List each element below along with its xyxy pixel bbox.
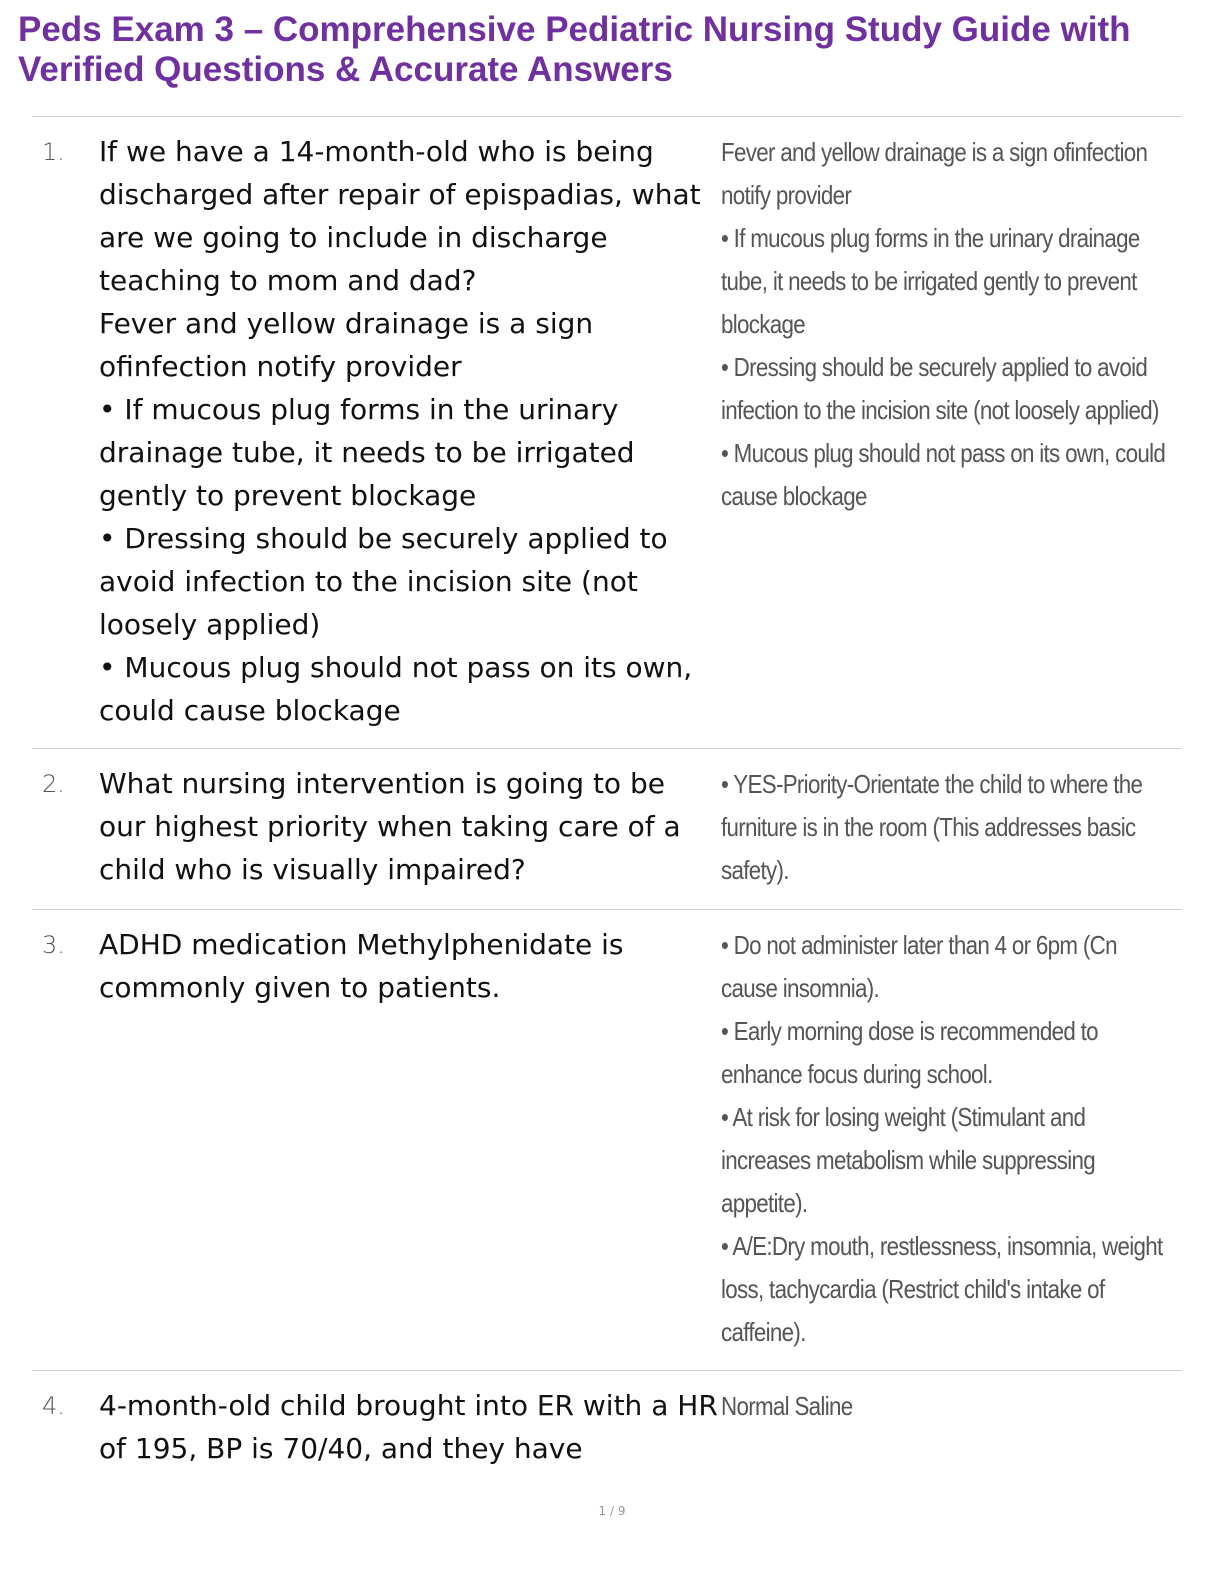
- answer-line: • Dressing should be securely applied to avoid infection to the incision site (not loosely applied): [721, 352, 1159, 425]
- answer-text: [721, 1385, 1177, 1428]
- item-number: 3.: [42, 931, 65, 959]
- document-title: Peds Exam 3 – Comprehensive Pediatric Nursing Study Guide with Verified Questions & Accurate Answers: [18, 10, 1131, 89]
- question-text: [99, 1384, 719, 1470]
- question-text: [99, 762, 719, 891]
- item-number: 1.: [42, 138, 65, 166]
- question-line: ADHD medication Methylphenidate is commonly given to patients.: [99, 928, 624, 1004]
- qa-item-2: [32, 749, 1182, 910]
- answer-text: [721, 924, 1177, 1354]
- answer-line: • At risk for losing weight (Stimulant and increases metabolism while suppressing appetite).: [721, 1102, 1096, 1218]
- answer-line: • A/E:Dry mouth, restlessness, insomnia, weight loss, tachycardia (Restrict child's intake of caffeine).: [721, 1231, 1163, 1347]
- question-line: • Dressing should be securely applied to avoid infection to the incision site (not loosely applied): [99, 522, 668, 641]
- item-number: 4.: [42, 1392, 65, 1420]
- question-line: If we have a 14-month-old who is being discharged after repair of epispadias, what are we going to include in discharge teaching to mom and dad?: [99, 135, 701, 297]
- answer-text: [721, 763, 1177, 892]
- answer-line: • Do not administer later than 4 or 6pm (Cn cause insomnia).: [721, 930, 1117, 1003]
- answer-line: Fever and yellow drainage is a sign ofinfection notify provider: [721, 137, 1148, 210]
- answer-line: • Early morning dose is recommended to enhance focus during school.: [721, 1016, 1098, 1089]
- question-text: [99, 923, 719, 1009]
- answer-line: Normal Saline: [721, 1391, 853, 1421]
- question-line: Fever and yellow drainage is a sign ofinfection notify provider: [99, 307, 594, 383]
- qa-item-4: [32, 1371, 1182, 1481]
- question-line: What nursing intervention is going to be our highest priority when taking care of a child who is visually impaired?: [99, 767, 681, 886]
- qa-item-1: [32, 117, 1182, 749]
- answer-line: • If mucous plug forms in the urinary drainage tube, it needs to be irrigated gently to prevent blockage: [721, 223, 1140, 339]
- answer-text: [721, 131, 1177, 518]
- question-text: [99, 130, 719, 732]
- question-line: • If mucous plug forms in the urinary drainage tube, it needs to be irrigated gently to prevent blockage: [99, 393, 635, 512]
- qa-item-3: [32, 910, 1182, 1371]
- question-line: 4-month-old child brought into ER with a HR of 195, BP is 70/40, and they have: [99, 1389, 718, 1465]
- question-line: • Mucous plug should not pass on its own, could cause blockage: [99, 651, 693, 727]
- page-number: 1 / 9: [598, 1504, 626, 1518]
- item-number: 2.: [42, 770, 65, 798]
- answer-line: • YES-Priority-Orientate the child to where the furniture is in the room (This addresses basic safety).: [721, 769, 1143, 885]
- answer-line: • Mucous plug should not pass on its own, could cause blockage: [721, 438, 1166, 511]
